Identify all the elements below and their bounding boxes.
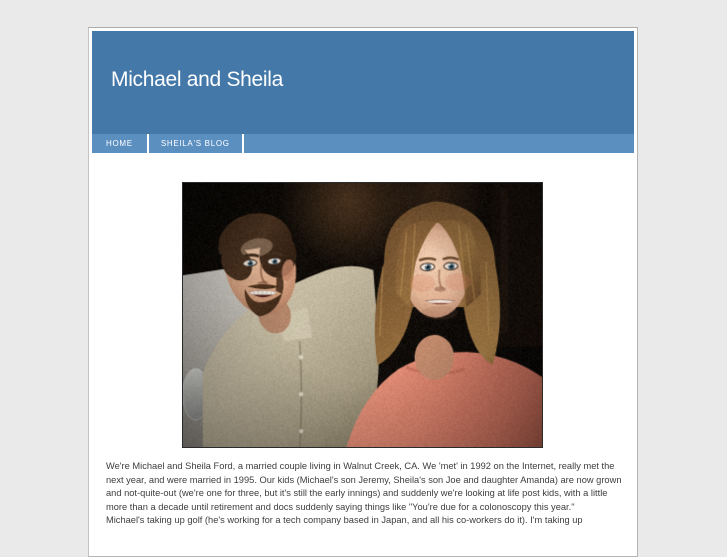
- intro-paragraph-1: We're Michael and Sheila Ford, a married couple living in Walnut Creek, CA. We 'met' in 1992 on the Internet, really met the next year, and were married in 1995. Our kids (Michael's son Jeremy, Sheila's son Joe and daughter Amanda) are now grown and not-quite-out (we're one for three, but it's still the early innings) and suddenly we're looking at life post kids, with a little more than a decade until retirement and docs suddenly saying things like "You're due for a colonoscopy this year.": [106, 461, 622, 512]
- primary-navigation: [89, 134, 637, 155]
- main-content: [89, 155, 637, 554]
- intro-paragraph-2: Michael's taking up golf (he's working for a tech company based in Japan, and all his co-workers do it). I'm taking up: [106, 515, 583, 526]
- nav-item-sheilas-blog[interactable]: SHEILA'S BLOG: [149, 134, 244, 153]
- nav-filler: [244, 134, 634, 153]
- intro-text-block: [106, 460, 624, 528]
- nav-item-home[interactable]: HOME: [92, 134, 149, 153]
- page-title: Michael and Sheila: [111, 68, 284, 91]
- couple-photo-image: [183, 183, 542, 447]
- couple-photo: [182, 182, 543, 448]
- site-header-banner: [89, 28, 637, 134]
- site-container: [88, 27, 638, 557]
